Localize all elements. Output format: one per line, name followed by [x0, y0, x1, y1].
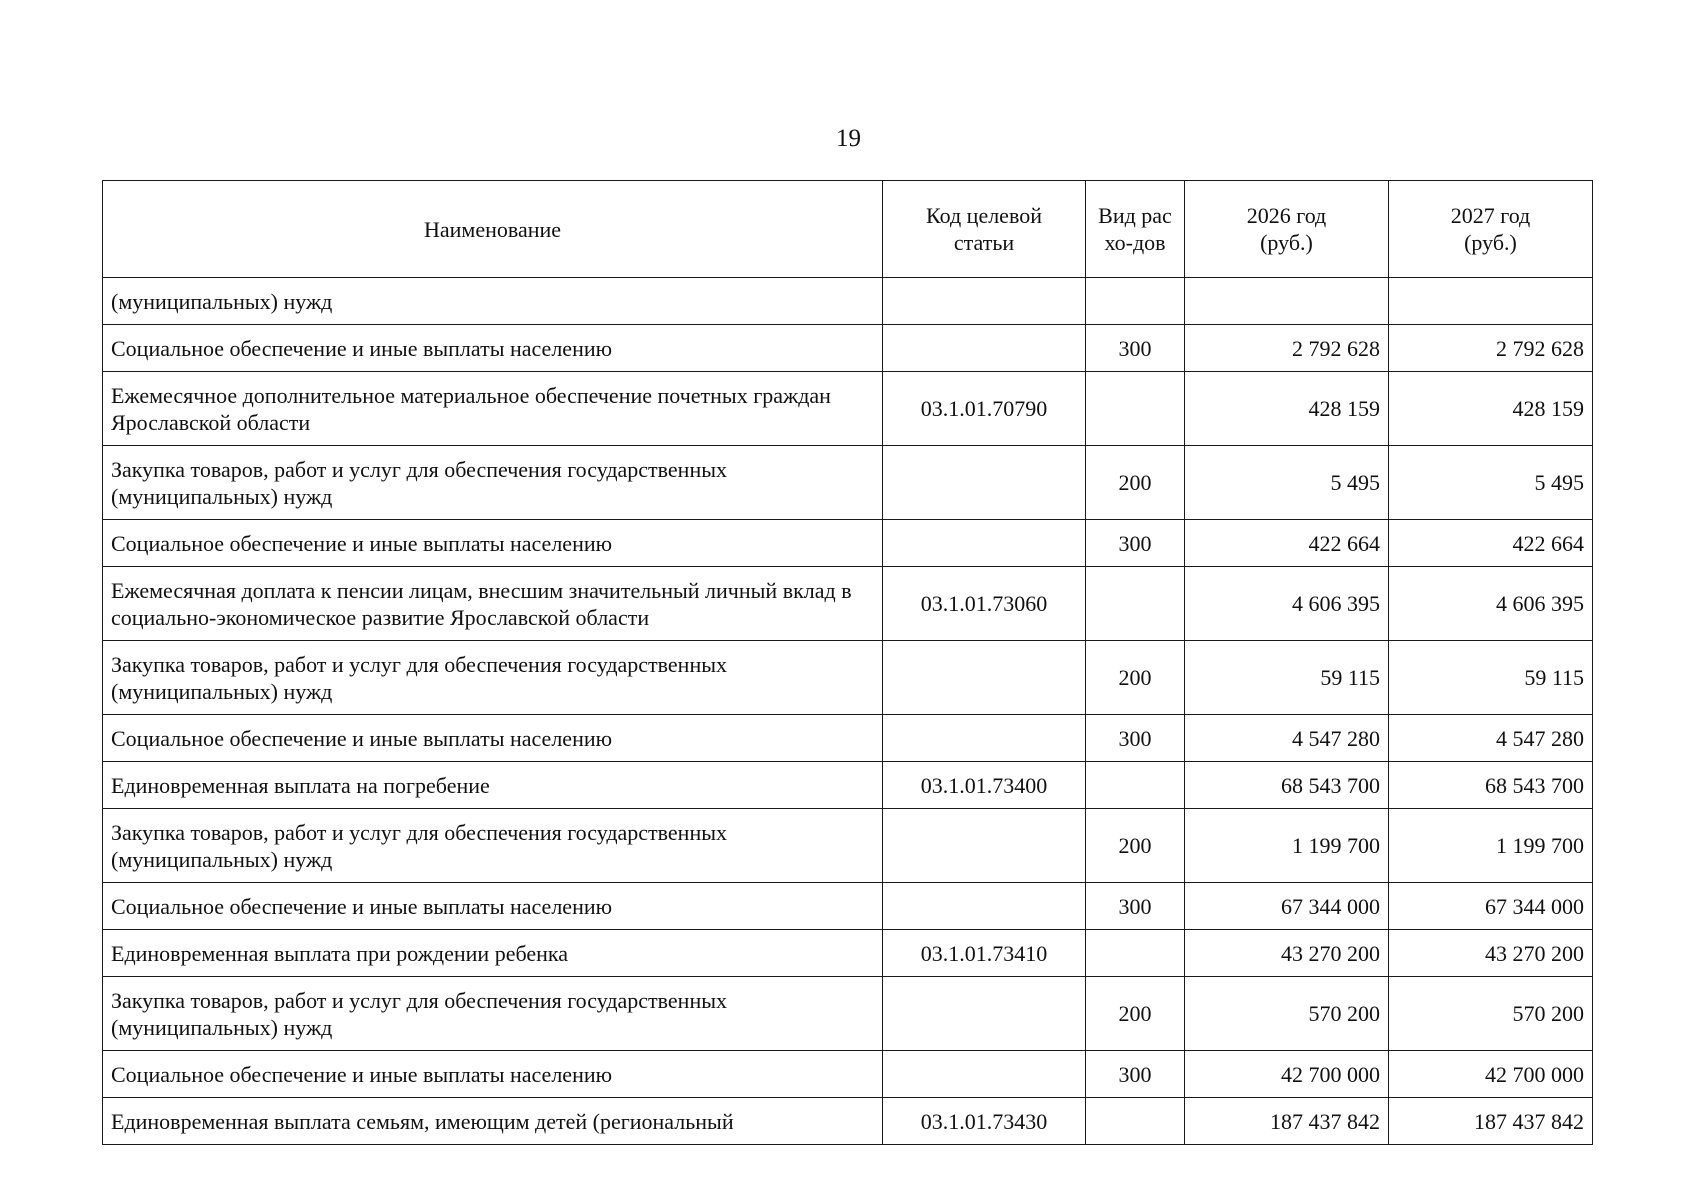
cell-code [883, 446, 1086, 520]
cell-2027: 67 344 000 [1389, 883, 1593, 930]
cell-code [883, 641, 1086, 715]
table-row [103, 567, 1593, 641]
cell-name: Ежемесячная доплата к пенсии лицам, внесшим значительный личный вклад в социально-экономическое развитие Ярославской области [103, 567, 883, 641]
cell-2026: 1 199 700 [1185, 809, 1389, 883]
cell-name: Закупка товаров, работ и услуг для обеспечения государственных (муниципальных) нужд [103, 446, 883, 520]
cell-kind: 300 [1086, 715, 1185, 762]
cell-code [883, 883, 1086, 930]
cell-name: Единовременная выплата при рождении ребенка [103, 930, 883, 977]
cell-code: 03.1.01.73400 [883, 762, 1086, 809]
cell-code [883, 520, 1086, 567]
cell-2027: 5 495 [1389, 446, 1593, 520]
cell-2027: 68 543 700 [1389, 762, 1593, 809]
cell-2027: 428 159 [1389, 372, 1593, 446]
page-number: 19 [836, 125, 861, 152]
table-row [103, 520, 1593, 567]
table-row [103, 1051, 1593, 1098]
table-row [103, 809, 1593, 883]
cell-2026: 68 543 700 [1185, 762, 1389, 809]
cell-code: 03.1.01.73410 [883, 930, 1086, 977]
cell-2026: 59 115 [1185, 641, 1389, 715]
cell-code [883, 977, 1086, 1051]
header-kind: Вид расхо-дов [1086, 181, 1185, 278]
cell-kind [1086, 762, 1185, 809]
cell-code: 03.1.01.73060 [883, 567, 1086, 641]
table-row [103, 715, 1593, 762]
cell-kind [1086, 372, 1185, 446]
cell-name: Закупка товаров, работ и услуг для обеспечения государственных (муниципальных) нужд [103, 809, 883, 883]
cell-name: Социальное обеспечение и иные выплаты населению [103, 883, 883, 930]
table-row [103, 325, 1593, 372]
cell-name: Социальное обеспечение и иные выплаты населению [103, 715, 883, 762]
header-2027: 2027 год (руб.) [1389, 181, 1593, 278]
cell-code [883, 809, 1086, 883]
cell-name: (муниципальных) нужд [103, 278, 883, 325]
table-row [103, 372, 1593, 446]
cell-kind: 300 [1086, 1051, 1185, 1098]
cell-kind: 200 [1086, 446, 1185, 520]
cell-2026: 67 344 000 [1185, 883, 1389, 930]
cell-code: 03.1.01.73430 [883, 1098, 1086, 1145]
cell-2027 [1389, 278, 1593, 325]
cell-2026: 5 495 [1185, 446, 1389, 520]
table-row [103, 977, 1593, 1051]
cell-kind: 300 [1086, 883, 1185, 930]
cell-2027: 59 115 [1389, 641, 1593, 715]
cell-2027: 4 606 395 [1389, 567, 1593, 641]
header-code: Код целевой статьи [883, 181, 1086, 278]
cell-2027: 42 700 000 [1389, 1051, 1593, 1098]
cell-2027: 187 437 842 [1389, 1098, 1593, 1145]
cell-2026: 43 270 200 [1185, 930, 1389, 977]
cell-kind [1086, 567, 1185, 641]
header-name: Наименование [103, 181, 883, 278]
cell-kind: 200 [1086, 809, 1185, 883]
cell-code [883, 1051, 1086, 1098]
budget-table [102, 180, 1593, 1145]
cell-2027: 1 199 700 [1389, 809, 1593, 883]
cell-2027: 4 547 280 [1389, 715, 1593, 762]
cell-kind: 300 [1086, 520, 1185, 567]
cell-kind: 300 [1086, 325, 1185, 372]
cell-code [883, 325, 1086, 372]
cell-kind [1086, 278, 1185, 325]
cell-kind: 200 [1086, 977, 1185, 1051]
cell-2026: 4 606 395 [1185, 567, 1389, 641]
table-row [103, 930, 1593, 977]
cell-2026: 570 200 [1185, 977, 1389, 1051]
table-row [103, 446, 1593, 520]
cell-code [883, 278, 1086, 325]
cell-name: Единовременная выплата на погребение [103, 762, 883, 809]
cell-name: Закупка товаров, работ и услуг для обеспечения государственных (муниципальных) нужд [103, 641, 883, 715]
cell-2026: 422 664 [1185, 520, 1389, 567]
cell-name: Социальное обеспечение и иные выплаты населению [103, 325, 883, 372]
cell-name: Социальное обеспечение и иные выплаты населению [103, 1051, 883, 1098]
cell-2027: 43 270 200 [1389, 930, 1593, 977]
cell-2027: 570 200 [1389, 977, 1593, 1051]
cell-2026: 2 792 628 [1185, 325, 1389, 372]
header-2026: 2026 год (руб.) [1185, 181, 1389, 278]
cell-code: 03.1.01.70790 [883, 372, 1086, 446]
table-row [103, 883, 1593, 930]
cell-2026: 187 437 842 [1185, 1098, 1389, 1145]
cell-2026: 4 547 280 [1185, 715, 1389, 762]
cell-name: Закупка товаров, работ и услуг для обеспечения государственных (муниципальных) нужд [103, 977, 883, 1051]
cell-2027: 2 792 628 [1389, 325, 1593, 372]
cell-kind: 200 [1086, 641, 1185, 715]
cell-2026 [1185, 278, 1389, 325]
cell-kind [1086, 930, 1185, 977]
header-row [103, 181, 1593, 278]
cell-code [883, 715, 1086, 762]
table-row [103, 278, 1593, 325]
cell-name: Социальное обеспечение и иные выплаты населению [103, 520, 883, 567]
cell-name: Ежемесячное дополнительное материальное обеспечение почетных граждан Ярославской области [103, 372, 883, 446]
cell-name: Единовременная выплата семьям, имеющим детей (региональный [103, 1098, 883, 1145]
cell-2026: 42 700 000 [1185, 1051, 1389, 1098]
cell-2026: 428 159 [1185, 372, 1389, 446]
table-row [103, 1098, 1593, 1145]
table-row [103, 641, 1593, 715]
table-row [103, 762, 1593, 809]
cell-2027: 422 664 [1389, 520, 1593, 567]
cell-kind [1086, 1098, 1185, 1145]
